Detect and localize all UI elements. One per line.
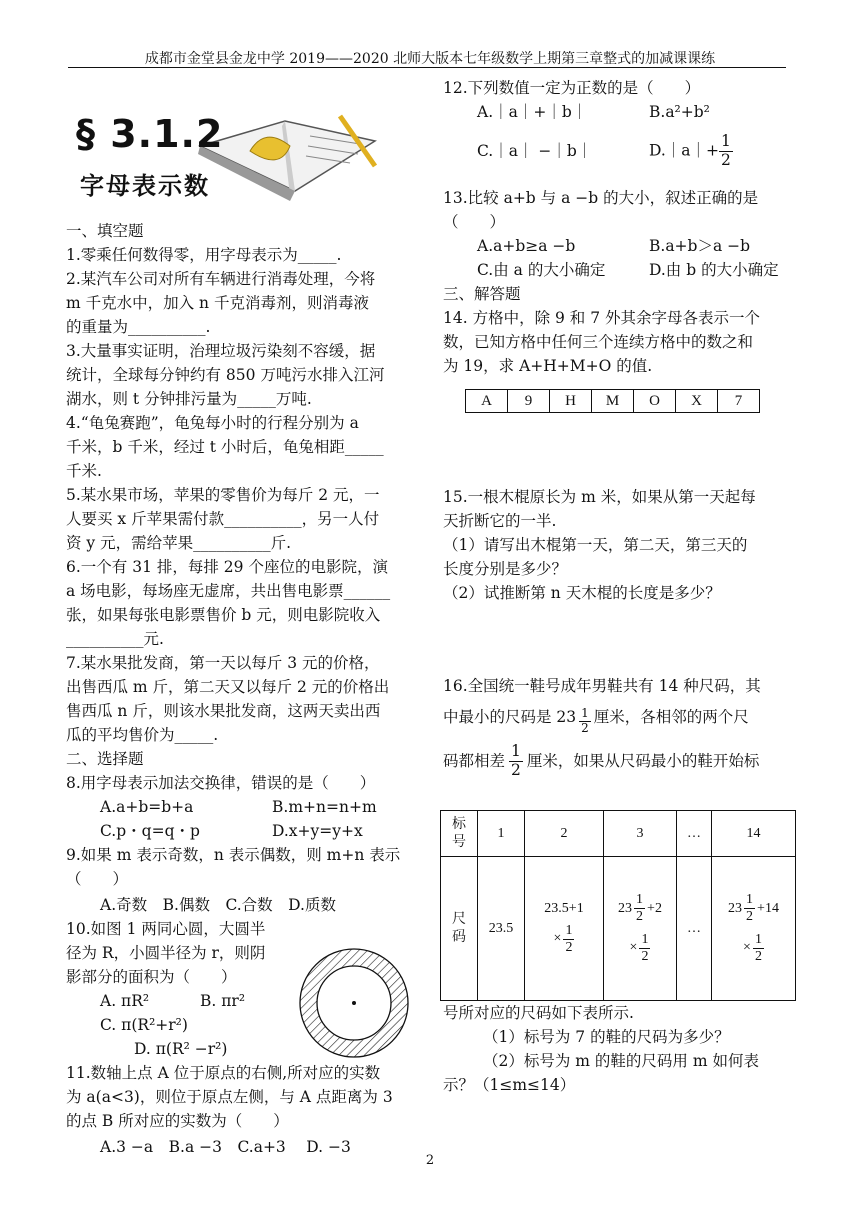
q10-stem-2: 径为 R，小圆半径为 r，则阴 [66, 944, 266, 962]
fraction [509, 743, 523, 780]
q16-stem-2 [443, 698, 793, 736]
q12-option-b: B.a²+b² [649, 103, 710, 121]
header-rule [68, 67, 786, 68]
left-line: 湖水，则 t 分钟排污量为_____万吨. [66, 390, 312, 408]
fraction-denominator: 2 [721, 150, 731, 169]
q13-option-b: B.a+b＞a −b [649, 237, 751, 255]
q8-option-c: C.p・q=q・p [100, 822, 200, 840]
fraction-numerator: 1 [563, 923, 574, 940]
q15-part-1a: （1）请写出木棍第一天，第二天，第三天的 [443, 536, 748, 554]
q13-stem-1: 13.比较 a+b 与 a −b 的大小，叙述正确的是 [443, 189, 759, 207]
left-line: 一、填空题 [66, 222, 144, 240]
sequence-cell: A [466, 390, 508, 413]
row-header-label: 尺码 [452, 911, 466, 945]
q13-option-d: D.由 b 的大小确定 [649, 261, 779, 279]
q15-part-1b: 长度分别是多少？ [443, 560, 568, 578]
q12-stem: 12.下列数值一定为正数的是（ ） [443, 79, 701, 97]
left-line: 7.某水果批发商，第一天以每斤 3 元的价格， [66, 654, 380, 672]
fraction-numerator: 1 [581, 705, 589, 720]
sequence-cell: M [592, 390, 634, 413]
size-cell: 23.5 [478, 857, 525, 1001]
q12-options-row2 [443, 124, 793, 178]
q15-stem-2: 天折断它的一半. [443, 512, 557, 530]
left-line: 4.“龟兔赛跑”，龟兔每小时的行程分别为 a [66, 414, 359, 432]
left-line: 千米. [66, 462, 102, 480]
fraction-denominator: 2 [511, 760, 521, 779]
q11-stem-1: 11.数轴上点 A 位于原点的右侧,所对应的实数 [66, 1064, 381, 1082]
sequence-cell: H [550, 390, 592, 413]
fraction-numerator: 1 [511, 741, 521, 760]
times-sign: × [629, 939, 638, 955]
fraction-denominator: 2 [754, 948, 762, 964]
q16-part-2b: 示？（1≤m≤14） [443, 1076, 576, 1094]
left-line: 统计，全球每分钟约有 850 万吨污水排入江河 [66, 366, 385, 384]
fraction [634, 892, 645, 925]
q8-option-a: A.a+b=b+a [100, 798, 194, 816]
q13-stem-2: （ ） [443, 213, 506, 231]
left-line: 1.零乘任何数得零，用字母表示为_____. [66, 246, 342, 264]
q10-option-d: D. π(R² −r²) [134, 1040, 228, 1058]
q16-stem-3-text: 码都相差 [443, 752, 506, 770]
q14-stem-1: 14. 方格中，除 9 和 7 外其余字母各表示一个 [443, 309, 761, 327]
size-cell [604, 857, 677, 1001]
q9-stem: 9.如果 m 表示奇数，n 表示偶数，则 m+n 表示 [66, 846, 401, 864]
fraction [579, 707, 591, 736]
q12-option-c: C.｜a｜ −｜b｜ [477, 142, 593, 160]
fraction-numerator: 1 [639, 932, 650, 949]
q16-stem-1: 16.全国统一鞋号成年男鞋共有 14 种尺码，其 [443, 677, 761, 695]
left-line: 出售西瓜 m 斤，第二天又以每斤 2 元的价格出 [66, 678, 390, 696]
fraction-denominator: 2 [641, 948, 649, 964]
q10-stem-3: 影部分的面积为（ ） [66, 968, 237, 986]
q16-part-1: （1）标号为 7 的鞋的尺码为多少？ [483, 1028, 730, 1046]
fraction [719, 133, 733, 170]
fraction-denominator: 2 [636, 909, 644, 925]
size-expression: 23.5+1 [544, 900, 584, 916]
left-line: 8.用字母表示加法交换律，错误的是（ ） [66, 774, 376, 792]
section-subtitle: 字母表示数 [80, 172, 210, 200]
q10-stem-1: 10.如图 1 两同心圆，大圆半 [66, 920, 266, 938]
q8-options-row2 [66, 819, 416, 843]
row-header-number [441, 811, 478, 857]
left-line: m 千克水中，加入 n 千克消毒剂，则消毒液 [66, 294, 369, 312]
q13-options-row2 [443, 258, 793, 282]
column-header: 14 [712, 811, 796, 857]
fraction [639, 932, 650, 965]
size-increment: +2 [647, 900, 662, 916]
q16-part-2a: （2）标号为 m 的鞋的尺码用 m 如何表 [483, 1052, 759, 1070]
q16-stem-2-text: 中最小的尺码是 23 [443, 708, 577, 726]
shoe-size-table [440, 810, 796, 1001]
sequence-cell: X [676, 390, 718, 413]
row-header-size [441, 857, 478, 1001]
left-line: 人要买 x 斤苹果需付款__________，另一人付 [66, 510, 380, 528]
left-line: 张，如果每张电影票售价 b 元，则电影院收入 [66, 606, 381, 624]
size-integer: 23 [728, 900, 743, 916]
fraction-numerator: 1 [721, 131, 731, 150]
left-line: 6.一个有 31 排，每排 29 个座位的电影院，演 [66, 558, 388, 576]
q11-stem-3: 的点 B 所对应的实数为（ ） [66, 1112, 289, 1130]
size-integer: 23 [618, 900, 633, 916]
section-title: § 3.1.2 [76, 112, 224, 156]
column-header: 2 [525, 811, 604, 857]
fraction-numerator: 1 [753, 932, 764, 949]
q13-options-row1 [443, 234, 793, 258]
q10-option-c: C. π(R²+r²) [100, 1016, 188, 1034]
q11-options: A.3 −a B.a −3 C.a+3 D. −3 [100, 1138, 351, 1156]
column-header: … [677, 811, 712, 857]
q16-after-table [443, 1001, 793, 1097]
q14-stem-3: 为 19，求 A+H+M+O 的值. [443, 357, 653, 375]
q13-option-c: C.由 a 的大小确定 [477, 261, 606, 279]
right-column [443, 76, 793, 378]
left-line: 5.某水果市场，苹果的零售价为每斤 2 元，一 [66, 486, 380, 504]
fraction-denominator: 2 [746, 909, 754, 925]
left-line: __________元. [66, 630, 164, 648]
q16-stem-2-text: 厘米，各相邻的两个尺 [593, 708, 749, 726]
q11-stem-2: 为 a(a<3)，则位于原点左侧，与 A 点距离为 3 [66, 1088, 393, 1106]
sequence-cell: 7 [718, 390, 760, 413]
q10-option-a: A. πR² [100, 992, 150, 1010]
left-line: 3.大量事实证明，治理垃圾污染刻不容缓，据 [66, 342, 376, 360]
fraction-denominator: 2 [565, 940, 573, 956]
fraction [744, 892, 755, 925]
sequence-cell: 9 [508, 390, 550, 413]
page-number: 2 [425, 1153, 435, 1168]
concentric-circles-figure [296, 945, 412, 1061]
q8-option-d: D.x+y=y+x [272, 822, 363, 840]
times-sign: × [743, 939, 751, 955]
q12-options-row1 [443, 100, 793, 124]
q15-part-2: （2）试推断第 n 天木棍的长度是多少？ [443, 584, 721, 602]
times-sign: × [553, 931, 562, 947]
left-line: 资 y 元，需给苹果__________斤. [66, 534, 292, 552]
size-cell [525, 857, 604, 1001]
left-line: 千米，b 千米，经过 t 小时后，龟兔相距_____ [66, 438, 384, 456]
fraction-numerator: 1 [744, 892, 755, 909]
q15-block [443, 485, 793, 605]
q14-stem-2: 数，已知方格中任何三个连续方格中的数之和 [443, 333, 754, 351]
left-line: a 场电影，每场座无虚席，共出售电影票______ [66, 582, 391, 600]
q15-stem-1: 15.一根木棍原长为 m 米，如果从第一天起每 [443, 488, 756, 506]
section-3-heading: 三、解答题 [443, 285, 521, 303]
row-header-label: 标号 [452, 816, 466, 850]
fraction-numerator: 1 [634, 892, 645, 909]
q16-after-text: 号所对应的尺码如下表所示. [443, 1004, 634, 1022]
q16-stem-3 [443, 736, 793, 786]
page-header: 成都市金堂县金龙中学 2019——2020 北师大版本七年级数学上期第三章整式的加减课课练 [144, 51, 716, 67]
left-line: 的重量为__________. [66, 318, 211, 336]
left-line: 售西瓜 n 斤，则该水果批发商，这两天卖出西 [66, 702, 381, 720]
size-cell-ellipsis: … [677, 857, 712, 1001]
q13-option-a: A.a+b≥a −b [477, 237, 576, 255]
q16-block [443, 674, 793, 786]
q8-option-b: B.m+n=n+m [272, 798, 377, 816]
left-line: 2.某汽车公司对所有车辆进行消毒处理，今将 [66, 270, 376, 288]
q14-sequence-table [465, 389, 760, 413]
q12-option-a: A.｜a｜+｜b｜ [477, 103, 588, 121]
fraction [753, 932, 764, 965]
left-line: 二、选择题 [66, 750, 144, 768]
q16-stem-3-text: 厘米，如果从尺码最小的鞋开始标 [526, 752, 760, 770]
size-increment: +14 [757, 900, 779, 916]
size-cell [712, 857, 796, 1001]
sequence-cell: O [634, 390, 676, 413]
q12-option-d [649, 133, 733, 170]
q9-paren: （ ） [66, 870, 129, 888]
fraction-denominator: 2 [581, 720, 589, 735]
fraction [563, 923, 574, 956]
q10-option-b: B. πr² [200, 992, 246, 1010]
q12-option-d-prefix: D.｜a｜+ [649, 141, 720, 159]
q9-options: A.奇数 B.偶数 C.合数 D.质数 [100, 896, 336, 914]
left-line: 瓜的平均售价为_____. [66, 726, 219, 744]
column-header: 3 [604, 811, 677, 857]
column-header: 1 [478, 811, 525, 857]
q8-options-row1 [66, 795, 416, 819]
